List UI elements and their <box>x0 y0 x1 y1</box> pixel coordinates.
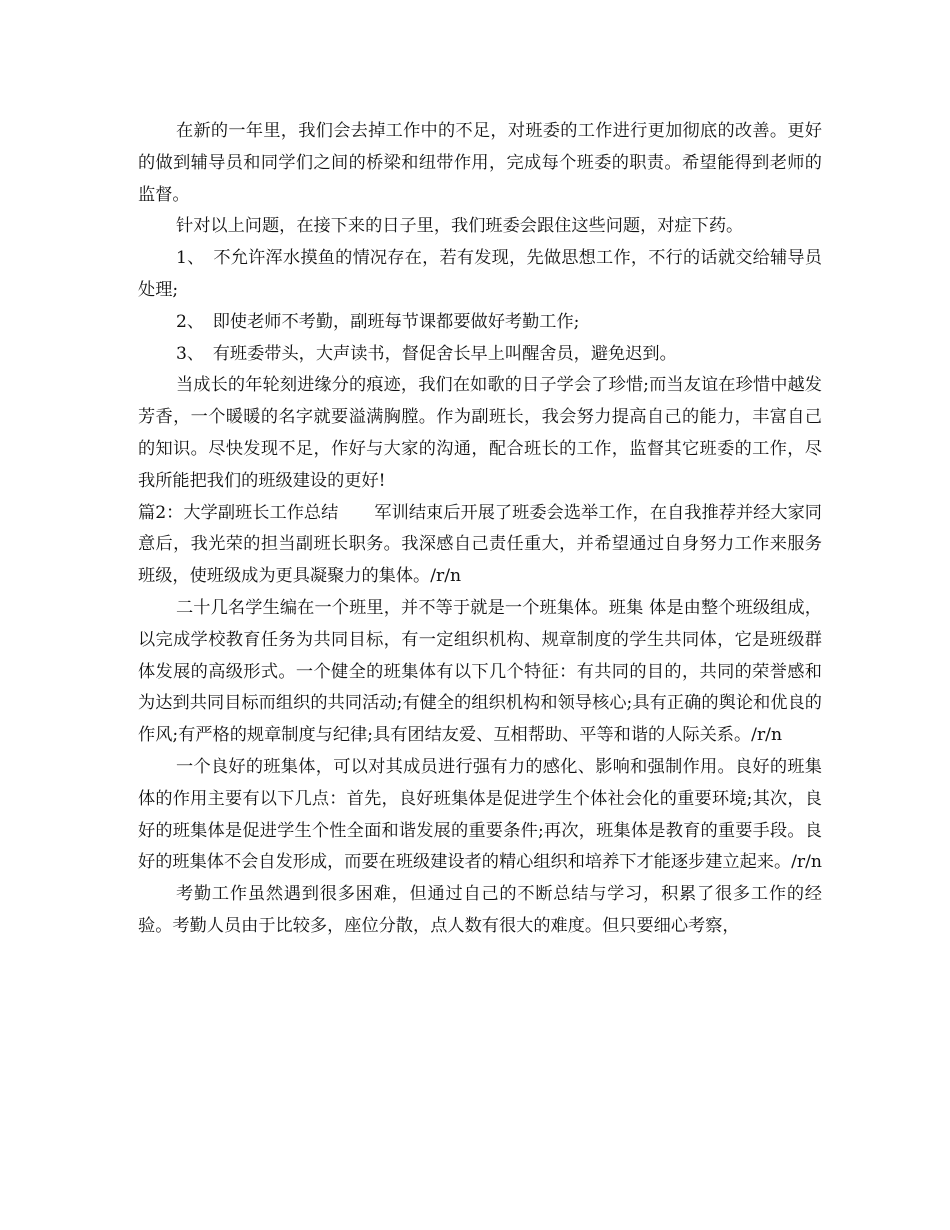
document-body <box>138 116 822 943</box>
paragraph: 在新的一年里，我们会去掉工作中的不足，对班委的工作进行更加彻底的改善。更好的做到辅导员和同学们之间的桥梁和纽带作用，完成每个班委的职责。希望能得到老师的监督。 <box>138 121 822 205</box>
section-title: 篇2：大学副班长工作总结 <box>138 502 339 523</box>
list-item: 2、 即使老师不考勤，副班每节课都要做好考勤工作; <box>176 311 580 332</box>
paragraph: 当成长的年轮刻进缘分的痕迹，我们在如歌的日子学会了珍惜;而当友谊在珍惜中越发芳香，一个暖暖的名字就要溢满胸膛。作为副班长，我会努力提高自己的能力，丰富自己的知识。尽快发现不足，作好与大家的沟通，配合班长的工作，监督其它班委的工作，尽我所能把我们的班级建设的更好! <box>138 375 822 491</box>
section-paragraph <box>138 498 822 593</box>
paragraph: 考勤工作虽然遇到很多困难，但通过自己的不断总结与学习，积累了很多工作的经验。考勤人员由于比较多，座位分散，点人数有很大的难度。但只要细心考察， <box>138 884 822 936</box>
section-intro: 军训结束后开展了班委会选举工作，在自我推荐并经大家同意后，我光荣的担当副班长职务。我深感自己责任重大，并希望通过自身努力工作来服务班级，使班级成为更具凝聚力的集体。/r/n <box>138 502 822 587</box>
list-item: 3、 有班委带头，大声读书，督促舍长早上叫醒舍员，避免迟到。 <box>176 343 677 364</box>
paragraph: 针对以上问题，在接下来的日子里，我们班委会跟住这些问题，对症下药。 <box>176 216 744 237</box>
list-item: 1、 不允许浑水摸鱼的情况存在，若有发现，先做思想工作，不行的话就交给辅导员处理; <box>138 248 822 300</box>
paragraph: 二十几名学生编在一个班里，并不等于就是一个班集体。班集 体是由整个班级组成，以完成学校教育任务为共同目标，有一定组织机构、规章制度的学生共同体，它是班级群体发展的高级形式。一个健全的班集体有以下几个特征：有共同的目的，共同的荣誉感和为达到共同目标而组织的共同活动;有健全的组织机构和领导核心;具有正确的舆论和优良的作风;有严格的规章制度与纪律;具有团结友爱、互相帮助、平等和谐的人际关系。/r/n <box>138 597 822 746</box>
paragraph: 一个良好的班集体，可以对其成员进行强有力的感化、影响和强制作用。良好的班集体的作用主要有以下几点：首先，良好班集体是促进学生个体社会化的重要环境;其次，良好的班集体是促进学生个性全面和谐发展的重要条件;再次，班集体是教育的重要手段。良好的班集体不会自发形成，而要在班级建设者的精心组织和培养下才能逐步建立起来。/r/n <box>138 756 822 873</box>
